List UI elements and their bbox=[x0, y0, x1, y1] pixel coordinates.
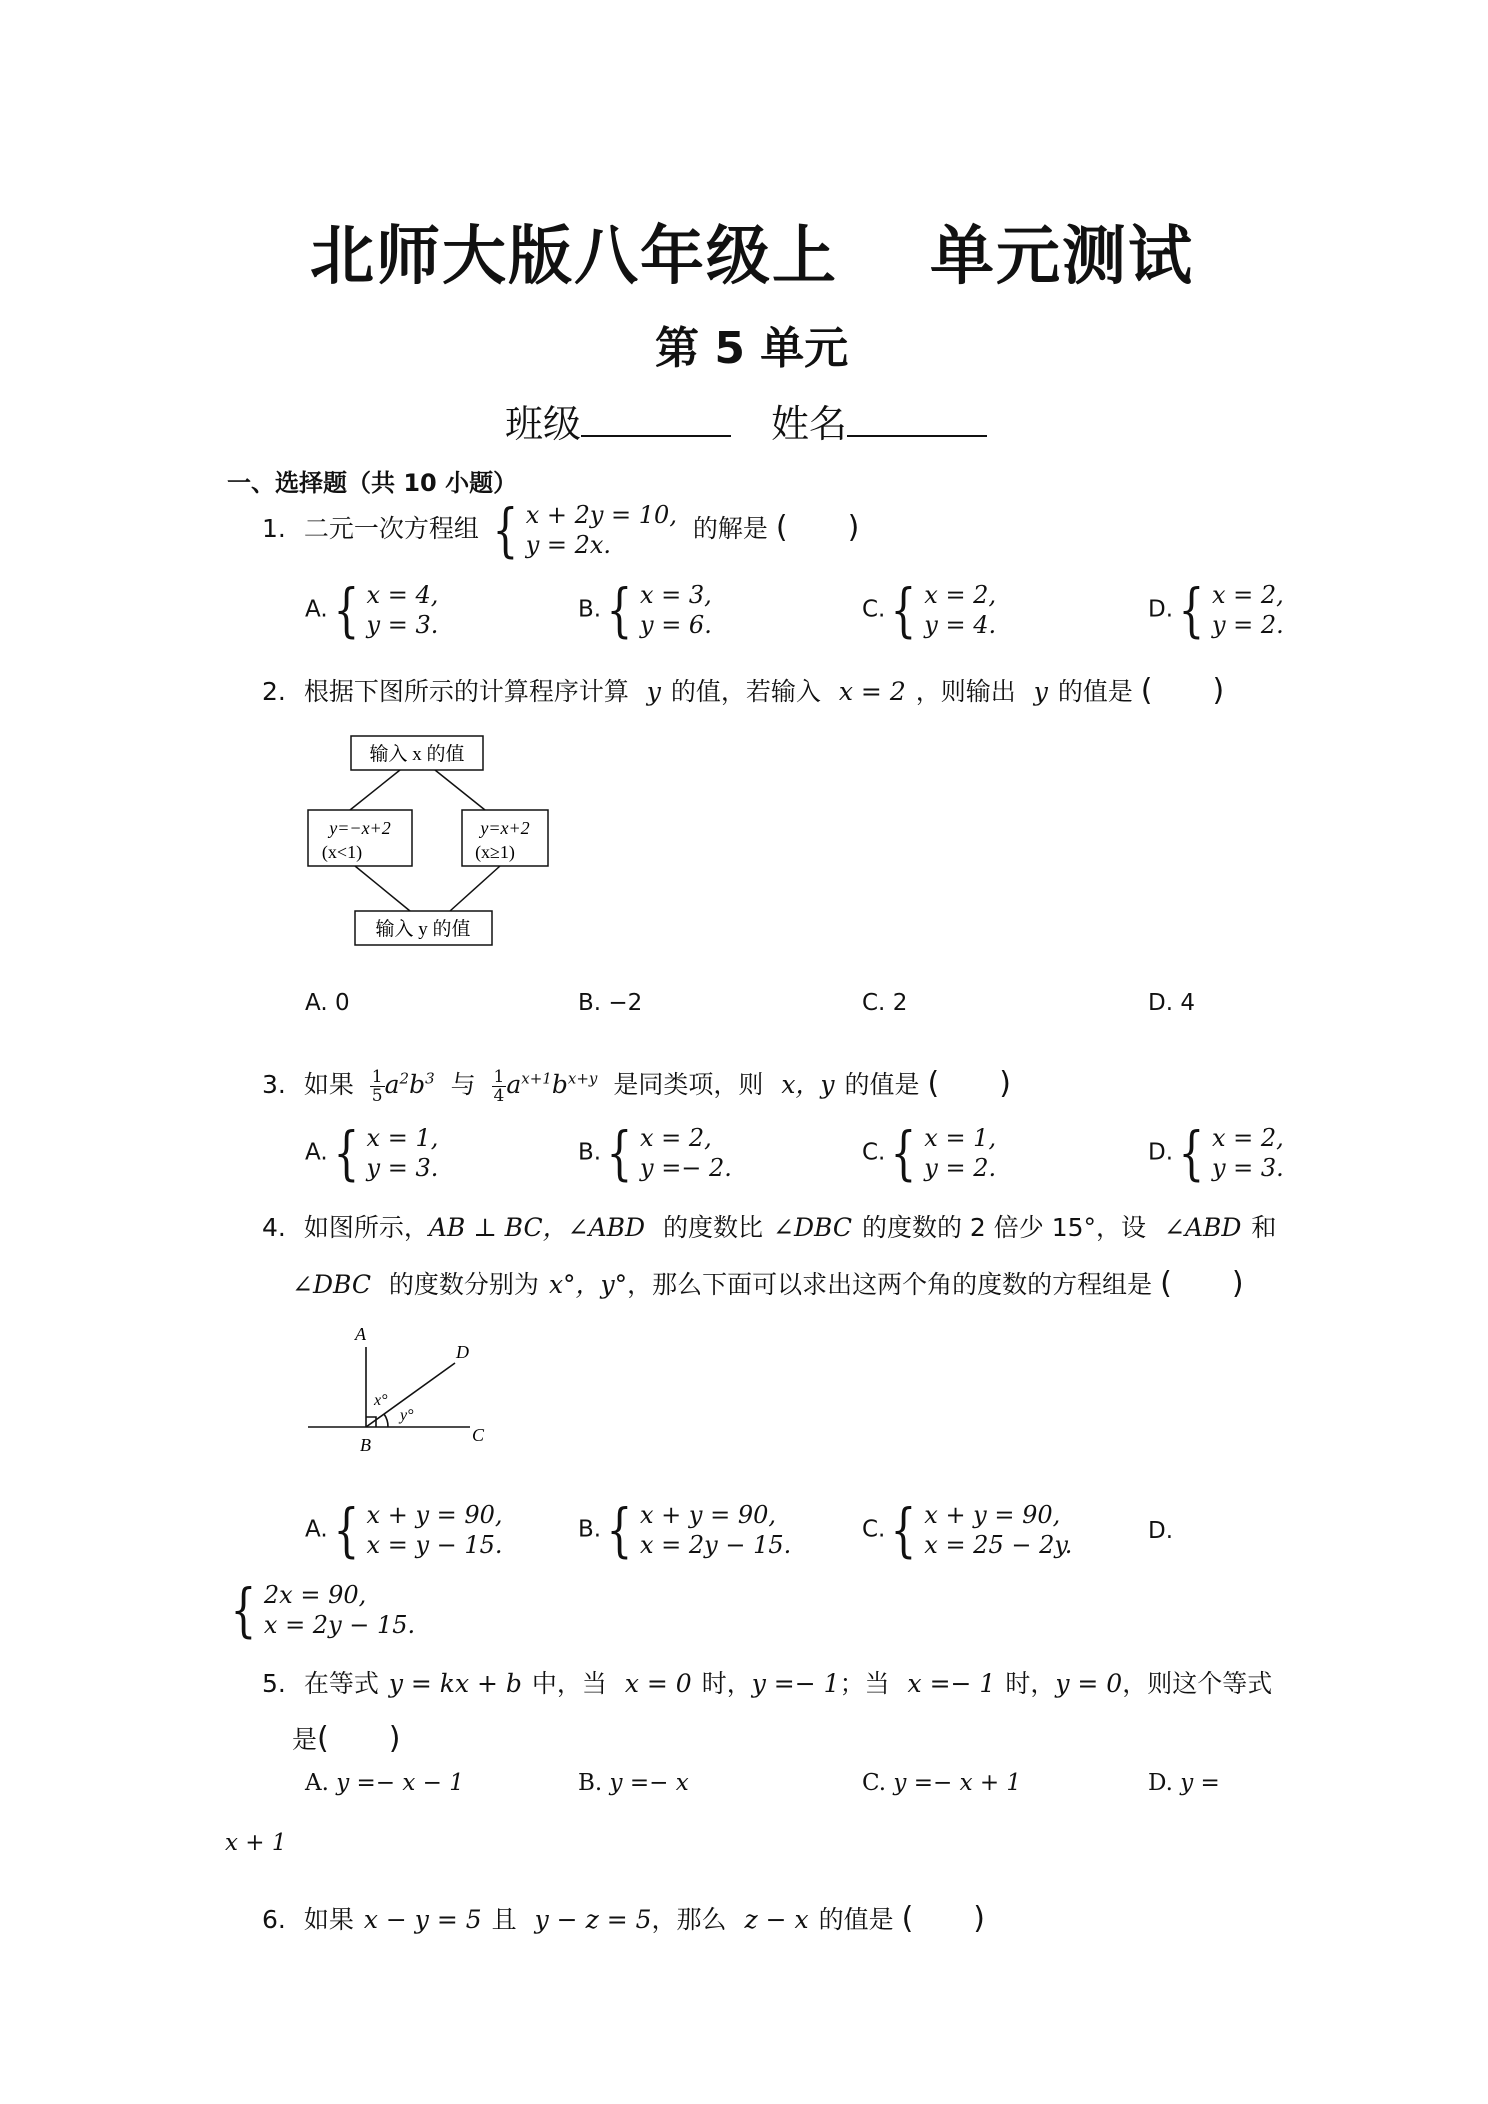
q1-text: 二元一次方程组 bbox=[303, 514, 479, 543]
name-blank[interactable] bbox=[847, 405, 987, 437]
q4-angle-figure bbox=[300, 1325, 500, 1460]
q1-option-d[interactable]: D. { x = 2, y = 2. bbox=[1148, 576, 1284, 644]
class-name-line bbox=[505, 393, 987, 448]
flow-input-x: 输入 x 的值 bbox=[369, 744, 465, 765]
label-d: D bbox=[456, 1342, 469, 1362]
q3-option-c[interactable]: C. { x = 1, y = 2. bbox=[862, 1119, 997, 1187]
q5-option-a[interactable]: A. y =− x − 1 bbox=[305, 1770, 464, 1796]
q5-option-d[interactable]: D. y = bbox=[1148, 1770, 1220, 1796]
q2-option-b[interactable]: B. −2 bbox=[578, 990, 643, 1016]
question-6: 6. 如果 x − y = 5 且 y − z = 5，那么 z − x 的值是 ( ) bbox=[262, 1901, 985, 1936]
flow-right-formula: y=x+2 bbox=[480, 818, 530, 838]
question-5-line-1: 5. 在等式 y = kx + b 中，当 x = 0 时，y =− 1；当 x =− 1 时，y = 0，则这个等式 bbox=[262, 1669, 1273, 1698]
q4-option-c[interactable]: C. { x + y = 90, x = 25 − 2y. bbox=[862, 1496, 1073, 1564]
section-heading: 一、选择题（共 10 小题） bbox=[227, 469, 518, 497]
question-4-line-2: ∠DBC 的度数分别为 x°，y°，那么下面可以求出这两个角的度数的方程组是 ( ) bbox=[292, 1266, 1244, 1301]
q1-option-b[interactable]: B. { x = 3, y = 6. bbox=[578, 576, 712, 644]
q3-option-d[interactable]: D. { x = 2, y = 3. bbox=[1148, 1119, 1284, 1187]
q1-number: 1. bbox=[262, 514, 286, 543]
label-b: B bbox=[360, 1435, 371, 1455]
q2-flowchart bbox=[300, 728, 560, 958]
q2-option-d[interactable]: D. 4 bbox=[1148, 990, 1195, 1016]
q3-option-a[interactable]: A. { x = 1, y = 3. bbox=[305, 1119, 439, 1187]
name-label: 姓名 bbox=[771, 402, 848, 446]
label-a: A bbox=[355, 1325, 366, 1344]
class-blank[interactable] bbox=[581, 405, 731, 437]
title-left: 北师大版八年级上 bbox=[310, 220, 838, 294]
unit-subtitle: 第 5 单元 bbox=[655, 323, 849, 374]
q5-option-d-wrap: x + 1 bbox=[225, 1830, 287, 1856]
q1-text-2: 的解是 bbox=[692, 514, 768, 543]
question-2: 2. 根据下图所示的计算程序计算 y 的值，若输入 x = 2 ，则输出 y 的值是 ( ) bbox=[262, 673, 1225, 708]
q2-answer-blank[interactable]: ( ) bbox=[1140, 673, 1225, 708]
q4-option-a[interactable]: A. { x + y = 90, x = y − 15. bbox=[305, 1496, 503, 1564]
question-4-line-1: 4. 如图所示，AB ⊥ BC，∠ABD 的度数比 ∠DBC 的度数的 2 倍少 15°，设 ∠ABD 和 bbox=[262, 1213, 1277, 1242]
q4-option-d-label[interactable]: D. bbox=[1148, 1518, 1174, 1544]
q1-system: { x + 2y = 10, y = 2x. bbox=[492, 496, 677, 564]
flow-output-y: 输入 y 的值 bbox=[375, 919, 471, 940]
flow-right-condition: (x≥1) bbox=[475, 842, 515, 862]
q4-option-d[interactable]: { 2x = 90, x = 2y − 15. bbox=[230, 1576, 416, 1644]
q1-option-c[interactable]: C. { x = 2, y = 4. bbox=[862, 576, 997, 644]
question-3: 3. 如果 $\frac{1}{5}$ $a^2b^3$ 与 $\frac{1}{4}$ $a^{x+1}b^{x+y}$ 是同类项，则 x，y 的值是 ( ) bbox=[262, 1066, 1011, 1106]
flow-left-formula: y=−x+2 bbox=[329, 818, 391, 838]
question-1 bbox=[262, 496, 860, 564]
question-5-line-2: 是( ) bbox=[292, 1721, 401, 1756]
label-x-angle: x° bbox=[374, 1392, 388, 1409]
q3-answer-blank[interactable]: ( ) bbox=[927, 1066, 1011, 1101]
class-label: 班级 bbox=[505, 402, 582, 446]
q1-answer-blank[interactable]: ( ) bbox=[775, 510, 860, 545]
q5-answer-blank[interactable]: ( ) bbox=[317, 1721, 401, 1756]
label-c: C bbox=[472, 1425, 485, 1445]
q1-option-a[interactable]: A. { x = 4, y = 3. bbox=[305, 576, 439, 644]
q3-option-b[interactable]: B. { x = 2, y =− 2. bbox=[578, 1119, 732, 1187]
q4-answer-blank[interactable]: ( ) bbox=[1160, 1266, 1244, 1301]
flow-left-condition: (x<1) bbox=[321, 842, 363, 862]
q5-option-b[interactable]: B. y =− x bbox=[578, 1770, 689, 1796]
q4-option-b[interactable]: B. { x + y = 90, x = 2y − 15. bbox=[578, 1496, 792, 1564]
label-y-angle: y° bbox=[400, 1407, 414, 1424]
q2-option-c[interactable]: C. 2 bbox=[862, 990, 908, 1016]
q2-option-a[interactable]: A. 0 bbox=[305, 990, 350, 1016]
title-right: 单元测试 bbox=[930, 220, 1194, 294]
q6-answer-blank[interactable]: ( ) bbox=[901, 1901, 985, 1936]
q5-option-c[interactable]: C. y =− x + 1 bbox=[862, 1770, 1022, 1796]
